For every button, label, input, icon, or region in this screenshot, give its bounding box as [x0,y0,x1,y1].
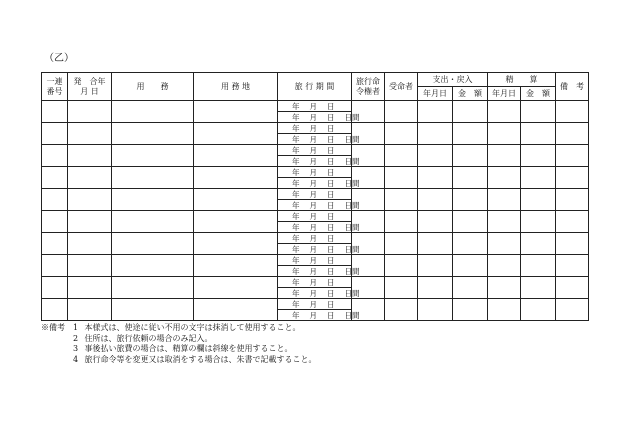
order-date-cell[interactable] [68,277,112,299]
period-start-cell[interactable]: 年 月 日 [278,211,352,222]
period-start-cell[interactable]: 年 月 日 [278,277,352,288]
payment-amount-cell[interactable] [453,101,488,123]
header-settlement-amount: 金 額 [521,87,556,101]
settlement-date-cell[interactable] [488,167,521,189]
payment-amount-cell[interactable] [453,299,488,321]
remarks-cell[interactable] [556,189,589,211]
recipient-cell[interactable] [385,123,418,145]
serial-cell[interactable] [42,145,68,167]
recipient-cell[interactable] [385,145,418,167]
business-cell[interactable] [112,299,194,321]
notes-tag: ※備考 [41,323,65,332]
place-cell[interactable] [194,189,278,211]
period-start-cell[interactable]: 年 月 日 [278,167,352,178]
remarks-cell[interactable] [556,101,589,123]
place-cell[interactable] [194,299,278,321]
settlement-amount-cell[interactable] [521,299,556,321]
settlement-date-cell[interactable] [488,123,521,145]
recipient-cell[interactable] [385,255,418,277]
serial-cell[interactable] [42,277,68,299]
serial-cell[interactable] [42,167,68,189]
period-start-cell[interactable]: 年 月 日 [278,123,352,134]
header-payment-date: 年月日 [418,87,453,101]
header-authority: 旅行命令権者 [352,73,385,101]
settlement-date-cell[interactable] [488,233,521,255]
settlement-amount-cell[interactable] [521,167,556,189]
order-date-cell[interactable] [68,101,112,123]
header-row-1 [42,73,589,87]
serial-cell[interactable] [42,123,68,145]
payment-amount-cell[interactable] [453,189,488,211]
business-cell[interactable] [112,277,194,299]
payment-amount-cell[interactable] [453,167,488,189]
serial-cell[interactable] [42,233,68,255]
serial-cell[interactable] [42,189,68,211]
serial-cell[interactable] [42,211,68,233]
payment-amount-cell[interactable] [453,277,488,299]
payment-date-cell[interactable] [418,233,453,255]
period-start-cell[interactable]: 年 月 日 [278,233,352,244]
business-cell[interactable] [112,101,194,123]
remarks-cell[interactable] [556,123,589,145]
travel-order-ledger-table [41,72,589,321]
entry-row [42,299,589,310]
settlement-date-cell[interactable] [488,189,521,211]
payment-amount-cell[interactable] [453,255,488,277]
order-date-cell[interactable] [68,299,112,321]
entry-row [42,211,589,222]
payment-amount-cell[interactable] [453,233,488,255]
payment-amount-cell[interactable] [453,211,488,233]
period-end-cell[interactable]: 年 月 日 日間 [278,288,352,299]
remarks-cell[interactable] [556,145,589,167]
place-cell[interactable] [194,167,278,189]
business-cell[interactable] [112,123,194,145]
recipient-cell[interactable] [385,277,418,299]
settlement-amount-cell[interactable] [521,101,556,123]
business-cell[interactable] [112,255,194,277]
serial-cell[interactable] [42,299,68,321]
payment-amount-cell[interactable] [453,123,488,145]
entry-row [42,101,589,112]
remarks-cell[interactable] [556,233,589,255]
order-date-cell[interactable] [68,255,112,277]
place-cell[interactable] [194,123,278,145]
period-start-cell[interactable]: 年 月 日 [278,145,352,156]
remarks-cell[interactable] [556,255,589,277]
payment-date-cell[interactable] [418,277,453,299]
header-payment-group: 支出・戻入 [418,73,488,87]
payment-date-cell[interactable] [418,167,453,189]
header-settlement-group: 精 算 [488,73,556,87]
business-cell[interactable] [112,211,194,233]
order-date-cell[interactable] [68,211,112,233]
period-start-cell[interactable]: 年 月 日 [278,255,352,266]
entry-row [42,167,589,178]
order-date-cell[interactable] [68,145,112,167]
note-line-4: 4 旅行命令等を変更又は取消をする場合は、朱書で記載すること。 [73,354,317,364]
period-end-cell[interactable]: 年 月 日 日間 [278,222,352,233]
order-date-cell[interactable] [68,123,112,145]
place-cell[interactable] [194,101,278,123]
header-period: 旅 行 期 間 [278,73,352,101]
period-end-cell[interactable]: 年 月 日 日間 [278,112,352,123]
period-end-cell[interactable]: 年 月 日 日間 [278,200,352,211]
remarks-cell[interactable] [556,167,589,189]
recipient-cell[interactable] [385,211,418,233]
payment-date-cell[interactable] [418,189,453,211]
note-line-1: ※備考 1 本様式は、使途に従い不用の文字は抹消して使用すること。 [41,323,301,332]
period-end-cell[interactable]: 年 月 日 日間 [278,310,352,321]
settlement-date-cell[interactable] [488,101,521,123]
header-place: 用 務 地 [194,73,278,101]
header-business: 用 務 [112,73,194,101]
payment-date-cell[interactable] [418,255,453,277]
place-cell[interactable] [194,145,278,167]
payment-amount-cell[interactable] [453,145,488,167]
notes-block [41,323,317,365]
recipient-cell[interactable] [385,167,418,189]
settlement-date-cell[interactable] [488,299,521,321]
recipient-cell[interactable] [385,299,418,321]
note-line-2: 2 住所は、旅行依頼の場合のみ記入。 [73,333,213,343]
recipient-cell[interactable] [385,101,418,123]
period-end-cell[interactable]: 年 月 日 日間 [278,156,352,167]
period-end-cell[interactable]: 年 月 日 日間 [278,134,352,145]
settlement-amount-cell[interactable] [521,145,556,167]
serial-cell[interactable] [42,101,68,123]
payment-date-cell[interactable] [418,299,453,321]
remarks-cell[interactable] [556,299,589,321]
entry-row [42,189,589,200]
entry-row [42,123,589,134]
period-end-cell[interactable]: 年 月 日 日間 [278,266,352,277]
note-line-3: 3 事後払い旅費の場合は、精算の欄は斜線を使用すること。 [73,344,293,353]
order-date-cell[interactable] [68,233,112,255]
payment-date-cell[interactable] [418,101,453,123]
ledger-body [42,101,589,321]
settlement-amount-cell[interactable] [521,255,556,277]
payment-date-cell[interactable] [418,145,453,167]
entry-row [42,233,589,244]
entry-row [42,145,589,156]
entry-row [42,277,589,288]
remarks-cell[interactable] [556,277,589,299]
settlement-amount-cell[interactable] [521,123,556,145]
serial-cell[interactable] [42,255,68,277]
settlement-amount-cell[interactable] [521,277,556,299]
period-start-cell[interactable]: 年 月 日 [278,299,352,310]
header-serial: 一連番号 [42,73,68,101]
payment-date-cell[interactable] [418,123,453,145]
payment-date-cell[interactable] [418,211,453,233]
order-date-cell[interactable] [68,189,112,211]
remarks-cell[interactable] [556,211,589,233]
business-cell[interactable] [112,145,194,167]
period-end-cell[interactable]: 年 月 日 日間 [278,178,352,189]
place-cell[interactable] [194,277,278,299]
settlement-date-cell[interactable] [488,277,521,299]
business-cell[interactable] [112,189,194,211]
header-recipient: 受命者 [385,73,418,101]
entry-row [42,255,589,266]
period-end-cell[interactable]: 年 月 日 日間 [278,244,352,255]
order-date-cell[interactable] [68,167,112,189]
settlement-amount-cell[interactable] [521,211,556,233]
recipient-cell[interactable] [385,189,418,211]
settlement-date-cell[interactable] [488,145,521,167]
settlement-amount-cell[interactable] [521,189,556,211]
header-order-date: 発 合年 月 日 [68,73,112,101]
business-cell[interactable] [112,167,194,189]
header-settlement-date: 年月日 [488,87,521,101]
recipient-cell[interactable] [385,233,418,255]
header-payment-amount: 金 額 [453,87,488,101]
header-remarks: 備 考 [556,73,589,101]
place-cell[interactable] [194,211,278,233]
business-cell[interactable] [112,233,194,255]
period-start-cell[interactable]: 年 月 日 [278,101,352,112]
settlement-amount-cell[interactable] [521,233,556,255]
place-cell[interactable] [194,233,278,255]
period-start-cell[interactable]: 年 月 日 [278,189,352,200]
settlement-date-cell[interactable] [488,211,521,233]
place-cell[interactable] [194,255,278,277]
form-variant-label: （乙） [44,53,74,64]
settlement-date-cell[interactable] [488,255,521,277]
